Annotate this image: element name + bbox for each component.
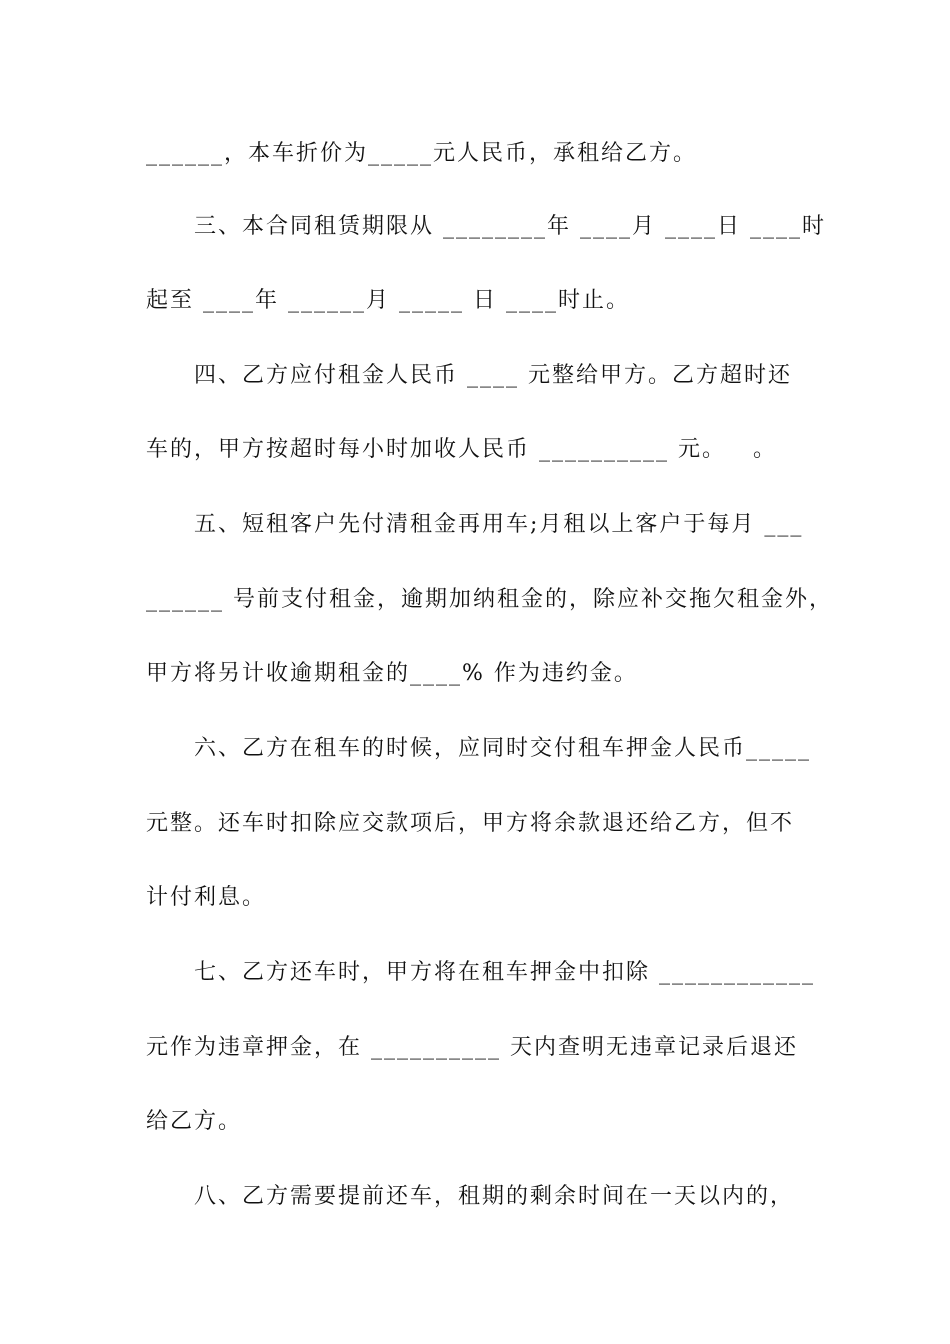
clause-6-line-3: 计付利息。 (146, 885, 267, 910)
clause-4-line-2: 车的，甲方按超时每小时加收人民币 __________ 元。 。 (146, 437, 777, 462)
clause-5-line-2: ______ 号前支付租金，逾期加纳租金的，除应补交拖欠租金外， (146, 587, 833, 612)
clause-5-line-1: 五、短租客户先付清租金再用车;月租以上客户于每月 ___ (194, 512, 804, 537)
clause-8-line-1: 八、乙方需要提前还车，租期的剩余时间在一天以内的， (194, 1184, 795, 1209)
clause-7-line-2: 元作为违章押金，在 __________ 天内查明无违章记录后退还 (146, 1035, 798, 1060)
clause-3-line-1: 三、本合同租赁期限从 ________年 ____月 ____日 ____时 (194, 214, 826, 239)
clause-3-line-2: 起至 ____年 ______月 _____ 日 ____时止。 (146, 288, 630, 313)
clause-4-line-1: 四、乙方应付租金人民币 ____ 元整给甲方。乙方超时还 (194, 363, 792, 388)
clause-6-line-2: 元整。还车时扣除应交款项后，甲方将余款退还给乙方，但不 (146, 811, 795, 836)
clause-5-line-3: 甲方将另计收逾期租金的____% 作为违约金。 (146, 661, 638, 686)
clause-7-line-1: 七、乙方还车时，甲方将在租车押金中扣除 ____________ (194, 960, 815, 985)
clause-7-line-3: 给乙方。 (146, 1109, 243, 1134)
clause-6-line-1: 六、乙方在租车的时候，应同时交付租车押金人民币_____ (194, 736, 812, 761)
text-line-1: ______，本车折价为_____元人民币，承租给乙方。 (146, 141, 698, 166)
